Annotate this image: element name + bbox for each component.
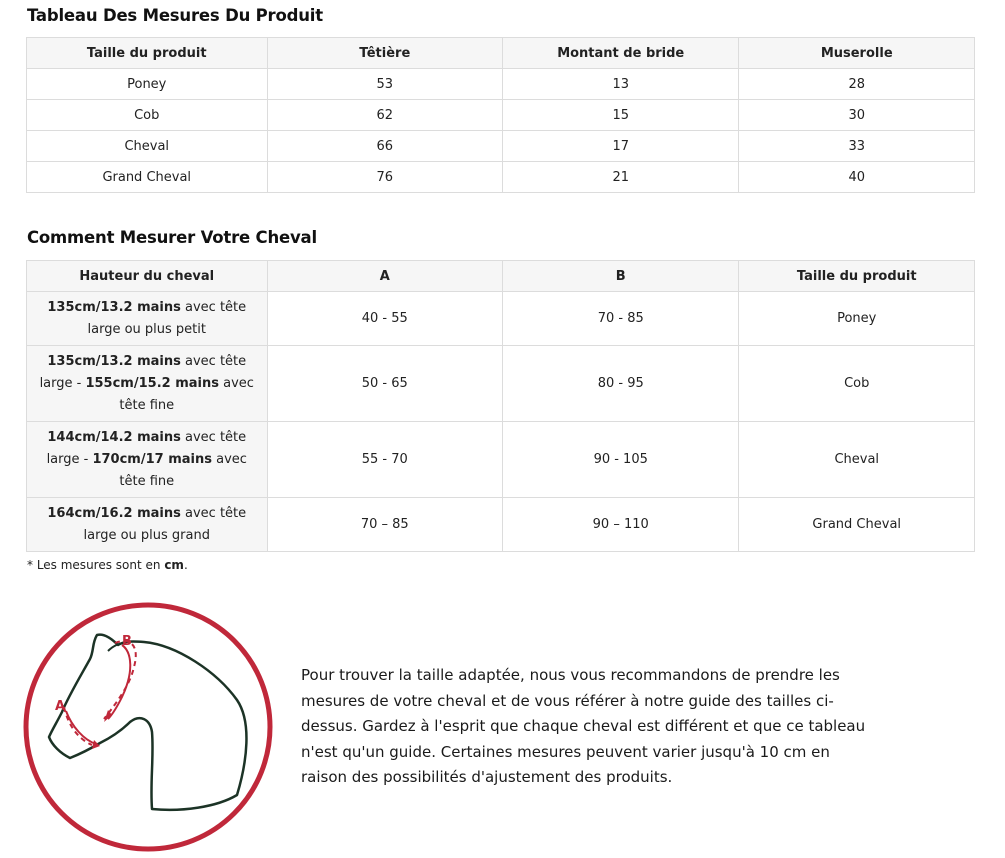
table-row [27,100,975,131]
measure-table-title: Comment Mesurer Votre Cheval [27,228,317,247]
height-value: 144cm/14.2 mains [47,429,181,445]
height-value: 164cm/16.2 mains [47,505,181,521]
product-table-title: Tableau Des Mesures Du Produit [27,6,323,25]
table-cell: 17 [502,131,738,162]
label-b: B [122,634,132,649]
table-header-row [27,38,975,69]
table-cell: 70 – 85 [267,498,502,552]
table-cell: 15 [502,100,738,131]
height-value: 170cm/17 mains [92,451,212,467]
table-cell: 53 [267,69,502,100]
table-cell: Cheval [739,422,975,498]
column-header: A [267,261,502,292]
measure-b-strap [104,641,136,719]
height-description: avec tête fine [119,375,254,413]
table-cell: 28 [739,69,975,100]
column-header: Muserolle [739,38,975,69]
table-cell: Grand Cheval [27,162,268,193]
height-description: avec tête large - [39,353,247,391]
note-unit: cm [164,558,184,572]
height-description: avec tête fine [119,451,247,489]
horse-height-cell [27,422,268,498]
table-row [27,69,975,100]
table-cell: 40 [739,162,975,193]
table-cell: Cob [27,100,268,131]
horse-height-cell [27,346,268,422]
table-cell: 30 [739,100,975,131]
table-cell: 80 - 95 [502,346,738,422]
column-header: B [502,261,738,292]
horse-measurement-table [26,260,975,552]
table-row [27,422,975,498]
table-row [27,162,975,193]
table-row [27,292,975,346]
table-cell: 66 [267,131,502,162]
table-cell: 33 [739,131,975,162]
horse-head-outline-icon [49,635,246,810]
height-description: avec tête large - [46,429,247,467]
table-cell: Poney [739,292,975,346]
height-value: 135cm/13.2 mains [47,353,181,369]
height-value: 155cm/15.2 mains [85,375,219,391]
horse-head-measurement-diagram [22,597,274,858]
table-cell: Poney [27,69,268,100]
horse-height-cell [27,498,268,552]
table-cell: 40 - 55 [267,292,502,346]
table-cell: 62 [267,100,502,131]
units-note [27,558,188,572]
table-row [27,346,975,422]
product-measurements-table [26,37,975,193]
table-cell: Cheval [27,131,268,162]
table-cell: 90 - 105 [502,422,738,498]
table-cell: 21 [502,162,738,193]
label-a: A [55,699,66,714]
table-cell: Cob [739,346,975,422]
table-cell: Grand Cheval [739,498,975,552]
column-header: Taille du produit [27,38,268,69]
height-value: 135cm/13.2 mains [47,299,181,315]
column-header: Montant de bride [502,38,738,69]
table-cell: 70 - 85 [502,292,738,346]
column-header: Hauteur du cheval [27,261,268,292]
column-header: Taille du produit [739,261,975,292]
height-description: avec tête large ou plus petit [87,299,247,337]
table-cell: 90 – 110 [502,498,738,552]
table-cell: 55 - 70 [267,422,502,498]
sizing-description: Pour trouver la taille adaptée, nous vous recommandons de prendre les mesures de votre cheval et de vous référer à notre guide des tailles ci-dessus. Gardez à l'esprit que chaque cheval est différent et que ce tableau n'est qu'un guide. Certaines mesures peuvent varier jusqu'à 10 cm en raison des possibilités d'ajustement des produits. [301,666,866,786]
note-text: * Les mesures sont en [27,558,165,572]
table-cell: 13 [502,69,738,100]
table-row [27,498,975,552]
column-header: Têtière [267,38,502,69]
table-cell: 50 - 65 [267,346,502,422]
note-suffix: . [183,558,188,572]
height-description: avec tête large ou plus grand [83,505,247,543]
measure-b-arrow [108,645,130,719]
table-header-row [27,261,975,292]
table-cell: 76 [267,162,502,193]
table-row [27,131,975,162]
horse-height-cell [27,292,268,346]
